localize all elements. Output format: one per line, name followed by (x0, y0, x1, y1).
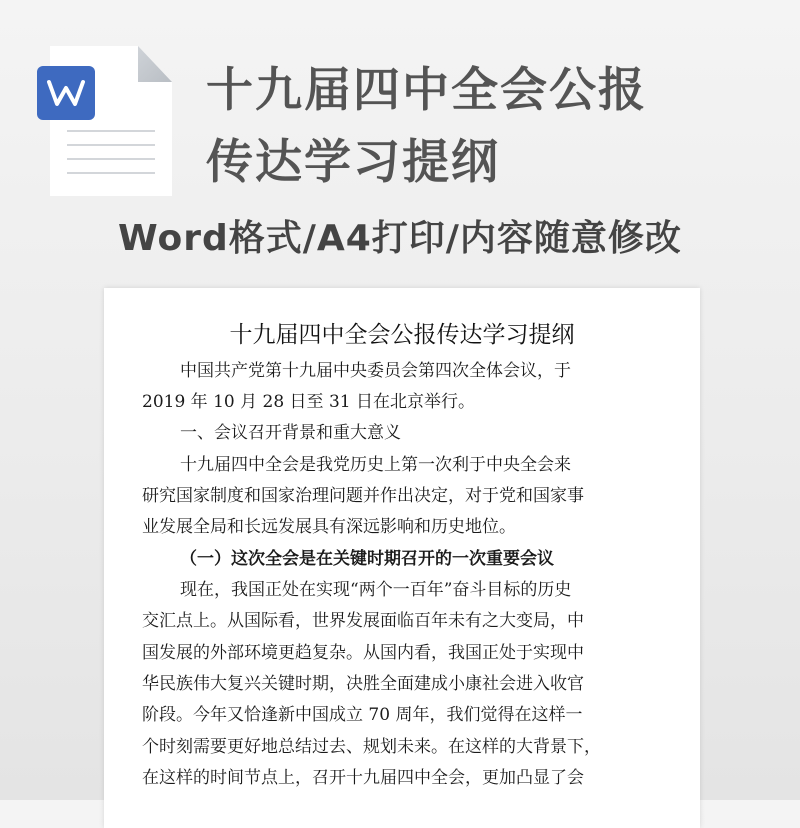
paragraph-line: 业发展全局和长远发展具有深远影响和历史地位。 (142, 517, 516, 537)
subsection-heading: （一）这次全会是在关键时期召开的一次重要会议 (180, 549, 554, 569)
text-line-icon (67, 144, 155, 146)
document-title: 十九届四中全会公报传达学习提纲 (229, 322, 575, 348)
paragraph-line: 在这样的时间节点上，召开十九届四中全会，更加凸显了会 (142, 768, 584, 788)
paragraph-line: 十九届四中全会是我党历史上第一次利于中央全会来 (180, 455, 571, 475)
paragraph-line: 交汇点上。从国际看，世界发展面临百年未有之大变局，中 (142, 611, 584, 631)
paragraph-line: 个时刻需要更好地总结过去、规划未来。在这样的大背景下， (142, 737, 601, 757)
hero-title-line-2: 传达学习提纲 (206, 135, 500, 190)
word-logo-icon (37, 66, 95, 120)
document-page-preview (104, 288, 700, 828)
hero-title-line-1: 十九届四中全会公报 (206, 63, 647, 118)
w-letter-icon (46, 79, 86, 107)
page-fold-icon (138, 46, 172, 82)
paragraph-line: 中国共产党第十九届中央委员会第四次全体会议，于 (180, 361, 571, 381)
hero-subtitle: Word格式/A4打印/内容随意修改 (118, 218, 682, 259)
paragraph-line: 现在，我国正处在实现“两个一百年”奋斗目标的历史 (180, 580, 572, 600)
text-line-icon (67, 158, 155, 160)
section-heading: 一、会议召开背景和重大意义 (180, 423, 401, 443)
text-line-icon (67, 172, 155, 174)
paragraph-line: 阶段。今年又恰逢新中国成立 70 周年，我们觉得在这样一 (142, 705, 583, 725)
paragraph-line: 国发展的外部环境更趋复杂。从国内看，我国正处于实现中 (142, 643, 584, 663)
hero-title (206, 55, 766, 199)
paragraph-line: 华民族伟大复兴关键时期，决胜全面建成小康社会进入收官 (142, 674, 584, 694)
text-line-icon (67, 130, 155, 132)
paragraph-line: 2019 年 10 月 28 日至 31 日在北京举行。 (142, 392, 475, 412)
paragraph-line: 研究国家制度和国家治理问题并作出决定，对于党和国家事 (142, 486, 584, 506)
